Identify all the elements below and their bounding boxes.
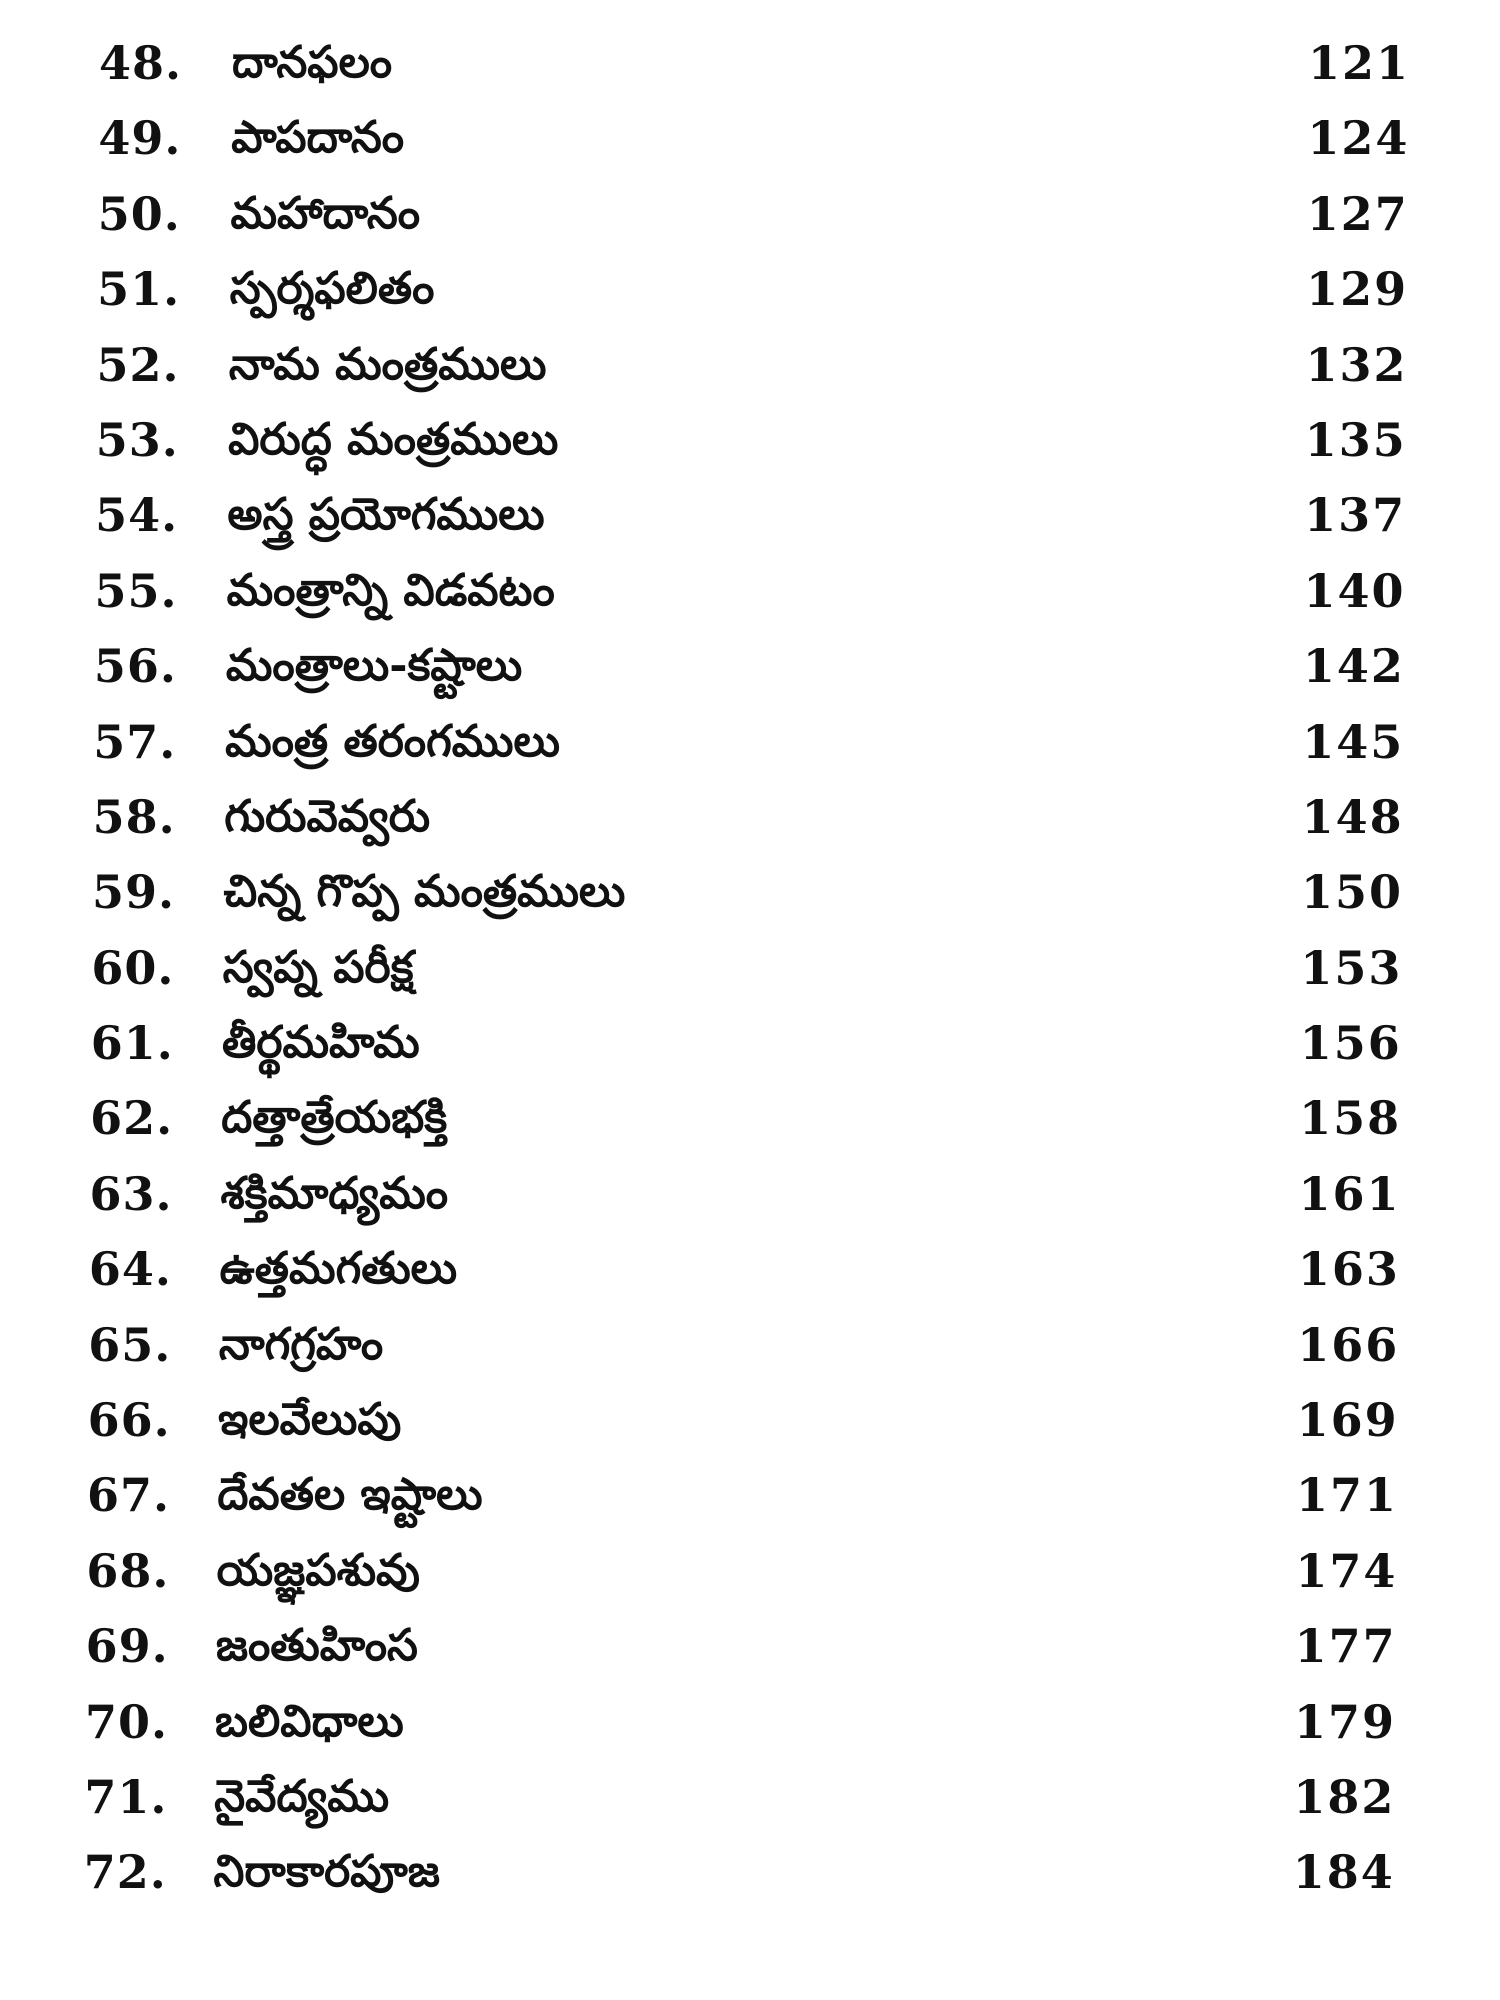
entry-number: 68. <box>86 1543 170 1598</box>
toc-entry <box>0 1677 1500 1752</box>
entry-number: 59. <box>92 865 176 920</box>
entry-page: 161 <box>1298 1166 1401 1221</box>
entry-number: 67. <box>86 1468 170 1523</box>
toc-entry <box>0 93 1500 168</box>
entry-page: 135 <box>1304 412 1407 467</box>
entry-number: 54. <box>95 488 179 543</box>
entry-number: 65. <box>88 1317 172 1372</box>
entry-title: మంత్రాన్ని విడవటం <box>226 564 555 616</box>
entry-title: మంత్ర తరంగములు <box>225 715 560 767</box>
entry-page: 169 <box>1296 1393 1399 1448</box>
entry-number: 56. <box>93 639 177 694</box>
entry-page: 184 <box>1292 1845 1395 1900</box>
entry-page: 121 <box>1307 36 1410 90</box>
toc-entry <box>0 244 1500 319</box>
entry-title: యజ్ఞపశువు <box>216 1544 420 1596</box>
entry-number: 70. <box>85 1694 169 1749</box>
entry-number: 57. <box>93 714 177 769</box>
entry-number: 61. <box>90 1016 174 1071</box>
entry-page: 177 <box>1294 1619 1397 1674</box>
toc-entry <box>0 1450 1500 1525</box>
entry-title: స్పర్శఫలితం <box>229 263 435 315</box>
entry-page: 150 <box>1301 865 1404 920</box>
toc-entry <box>0 395 1500 470</box>
entry-page: 137 <box>1304 488 1407 543</box>
entry-number: 64. <box>88 1242 172 1297</box>
entry-title: నైవేద్యము <box>214 1770 390 1822</box>
entry-number: 72. <box>83 1845 167 1900</box>
entry-number: 58. <box>92 789 176 844</box>
entry-title: నాగగ్రహం <box>218 1318 384 1370</box>
toc-entry <box>0 1526 1500 1601</box>
toc-entry <box>0 1073 1500 1148</box>
entry-title: గురువెవ్వరు <box>224 790 431 842</box>
entry-number: 48. <box>98 36 182 90</box>
entry-number: 63. <box>89 1166 173 1221</box>
entry-title: విరుద్ధ మంత్రములు <box>228 413 559 465</box>
entry-page: 145 <box>1302 714 1405 769</box>
entry-number: 62. <box>90 1091 174 1146</box>
toc-entry <box>0 697 1500 772</box>
entry-title: అస్త్ర ప్రయోగములు <box>227 489 545 541</box>
entry-page: 148 <box>1301 789 1404 844</box>
entry-number: 51. <box>97 262 181 317</box>
entry-number: 55. <box>94 563 178 618</box>
entry-page: 174 <box>1295 1543 1398 1598</box>
table-of-contents <box>0 18 1500 1903</box>
toc-entry <box>0 1300 1500 1375</box>
toc-entry <box>0 1752 1500 1827</box>
entry-page: 127 <box>1306 186 1409 241</box>
entry-title: స్వప్న పరీక్ష <box>222 941 414 993</box>
entry-page: 142 <box>1302 639 1405 694</box>
toc-entry <box>0 1375 1500 1450</box>
toc-entry <box>0 621 1500 696</box>
entry-page: 153 <box>1300 940 1403 995</box>
entry-number: 50. <box>97 186 181 241</box>
toc-entry <box>0 998 1500 1073</box>
entry-page: 166 <box>1297 1317 1400 1372</box>
toc-entry <box>0 18 1500 93</box>
entry-title: నామ మంత్రములు <box>228 338 547 390</box>
entry-title: దత్తాత్రేయభక్తి <box>221 1092 448 1144</box>
toc-entry <box>0 847 1500 922</box>
entry-number: 71. <box>84 1769 168 1824</box>
entry-title: మంత్రాలు-కష్టాలు <box>225 640 523 692</box>
entry-number: 53. <box>95 412 179 467</box>
toc-entry <box>0 1601 1500 1676</box>
toc-entry <box>0 470 1500 545</box>
entry-title: బలివిధాలు <box>215 1695 404 1747</box>
entry-title: దేవతల ఇష్టాలు <box>217 1469 483 1521</box>
entry-page: 158 <box>1299 1091 1402 1146</box>
entry-page: 163 <box>1297 1242 1400 1297</box>
entry-title: జంతుహింస <box>215 1620 418 1672</box>
entry-title: మహాదానం <box>230 187 421 239</box>
entry-title: తీర్థమహిమ <box>221 1017 420 1069</box>
toc-entry <box>0 923 1500 998</box>
toc-entry <box>0 1149 1500 1224</box>
entry-page: 124 <box>1307 111 1410 166</box>
entry-page: 171 <box>1295 1468 1398 1523</box>
entry-title: నిరాకారపూజ <box>213 1846 440 1898</box>
toc-entry <box>0 772 1500 847</box>
entry-number: 60. <box>91 940 175 995</box>
entry-page: 182 <box>1293 1769 1396 1824</box>
entry-title: చిన్న గొప్ప మంత్రములు <box>223 866 626 918</box>
toc-entry <box>0 1224 1500 1299</box>
toc-entry <box>0 546 1500 621</box>
entry-page: 132 <box>1305 337 1408 392</box>
entry-page: 140 <box>1303 563 1406 618</box>
entry-title: శక్తిమాధ్యమం <box>220 1167 449 1219</box>
entry-title: పాపదానం <box>231 112 405 164</box>
toc-entry <box>0 169 1500 244</box>
entry-number: 69. <box>85 1619 169 1674</box>
toc-entry <box>0 320 1500 395</box>
entry-page: 129 <box>1306 262 1409 317</box>
entry-page: 156 <box>1299 1016 1402 1071</box>
toc-entry <box>0 1827 1500 1902</box>
entry-number: 52. <box>96 337 180 392</box>
entry-title: ఇలవేలుపు <box>218 1394 402 1446</box>
entry-page: 179 <box>1294 1694 1397 1749</box>
entry-title: ఉత్తమగతులు <box>219 1243 458 1295</box>
entry-number: 66. <box>87 1393 171 1448</box>
entry-title: దానఫలం <box>232 37 393 88</box>
entry-number: 49. <box>98 111 182 166</box>
